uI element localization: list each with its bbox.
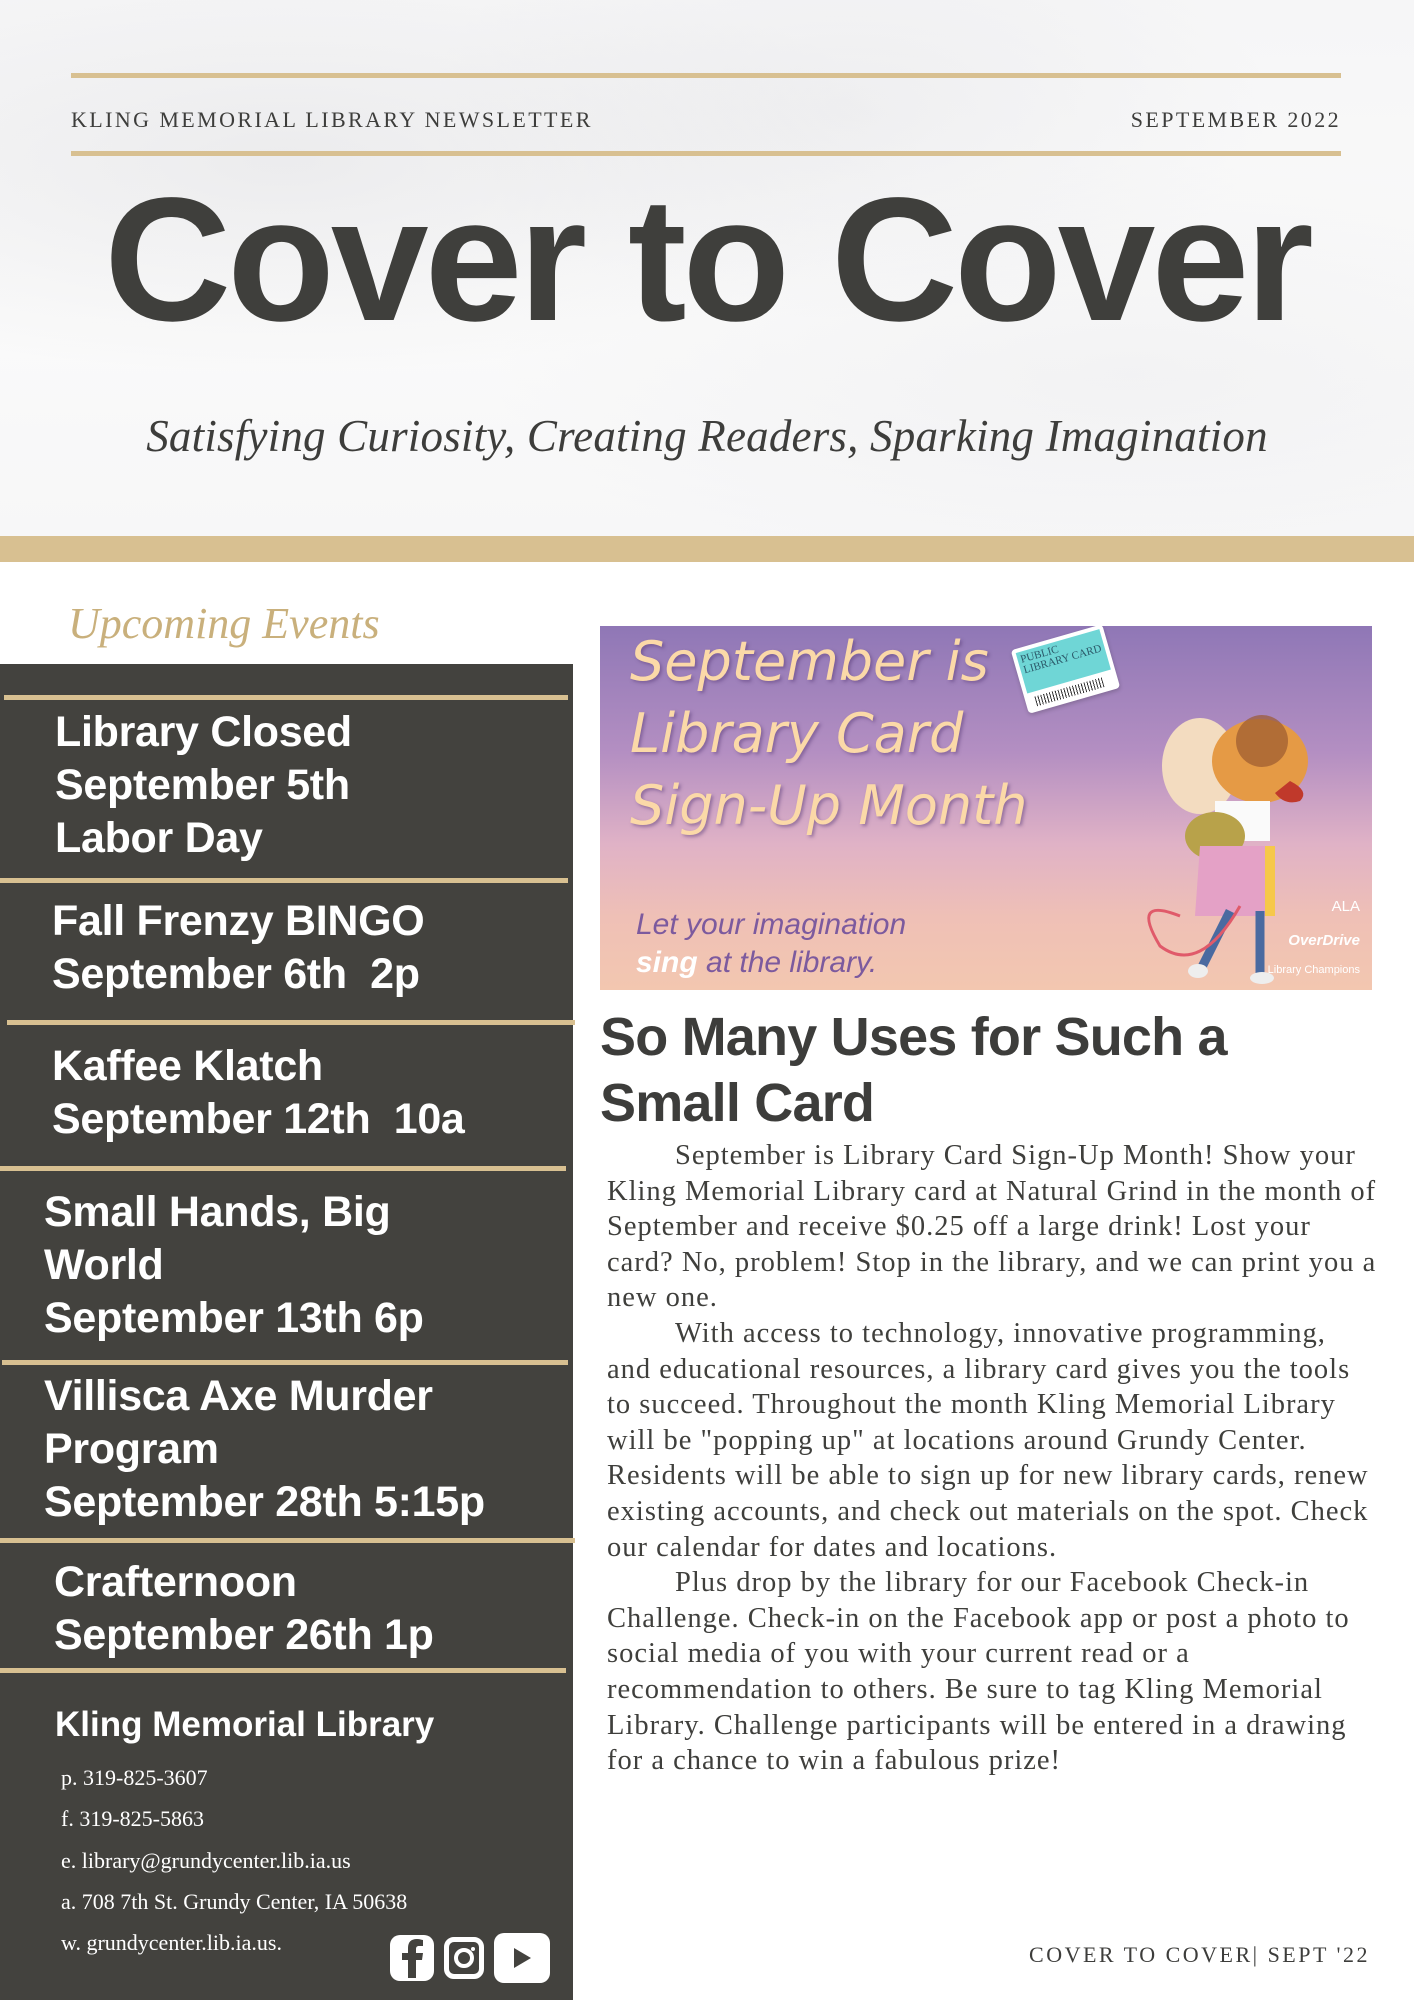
event-date: September 6th 2p <box>52 950 420 998</box>
masthead-mid-rule <box>71 151 1341 156</box>
event-item-library-closed <box>55 706 352 865</box>
banner-subtitle-rest: at the library. <box>697 946 878 979</box>
event-title-cont: Program <box>44 1425 219 1473</box>
event-date: September 28th 5:15p <box>44 1478 485 1526</box>
event-item-crafternoon <box>54 1556 434 1662</box>
issue-date: SEPTEMBER 2022 <box>1130 107 1341 132</box>
article-body <box>607 1138 1377 1779</box>
event-title-cont: World <box>44 1241 164 1289</box>
youtube-icon[interactable] <box>494 1933 550 1983</box>
banner-subtitle-line <box>636 944 906 982</box>
banner-title <box>630 626 1028 842</box>
event-date: September 5th <box>55 761 350 809</box>
event-title: Fall Frenzy BINGO <box>52 897 425 945</box>
article-paragraph: Plus drop by the library for our Facebook Check-in Challenge. Check-in on the Facebook app or post a photo to social media of you with your current read or a recommendation to others. Be sure to tag Kling Memorial Library. Challenge participants will be entered in a drawing for a chance to win a fabulous prize! <box>607 1567 1350 1777</box>
event-item-fall-frenzy-bingo <box>52 895 424 1001</box>
overdrive-logo: OverDrive <box>1288 932 1360 949</box>
event-title: Crafternoon <box>54 1558 297 1606</box>
instagram-icon[interactable] <box>444 1937 484 1979</box>
contact-email[interactable]: e. library@grundycenter.lib.ia.us <box>61 1848 351 1873</box>
tagline: Satisfying Curiosity, Creating Readers, Sparking Imagination <box>146 411 1268 461</box>
event-divider <box>0 1166 566 1171</box>
page-footer: COVER TO COVER| SEPT '22 <box>1029 1942 1370 1967</box>
newsletter-title: Cover to Cover <box>104 162 1310 358</box>
banner-title-line: September is <box>630 630 989 693</box>
facebook-icon[interactable] <box>390 1935 434 1981</box>
event-item-villisca-axe-murder <box>44 1370 485 1529</box>
event-item-small-hands-big-world <box>44 1186 424 1345</box>
library-card-text: PUBLIC LIBRARY CARD <box>1016 629 1111 693</box>
article-paragraph: September is Library Card Sign-Up Month! Show your Kling Memorial Library card at Natural Grind in the month of September and receive $0.25 off a large drink! Lost your card? No, problem! Stop in the library, and we can print you a new one. <box>607 1140 1377 1314</box>
contact-address: a. 708 7th St. Grundy Center, IA 50638 <box>61 1889 408 1914</box>
contact-fax: f. 319-825-5863 <box>61 1806 204 1831</box>
event-title: Kaffee Klatch <box>52 1042 323 1090</box>
event-divider <box>0 878 568 883</box>
banner-title-line: Library Card <box>630 702 964 765</box>
event-title: Small Hands, Big <box>44 1188 391 1236</box>
event-date: September 13th 6p <box>44 1294 424 1342</box>
masthead <box>0 0 1414 536</box>
library-champions-logo: Library Champions <box>1267 964 1360 976</box>
event-item-kaffee-klatch <box>52 1040 465 1146</box>
banner-sing-word: sing <box>636 946 698 979</box>
banner-subtitle-line: Let your imagination <box>636 908 907 941</box>
event-divider <box>7 1020 575 1025</box>
event-divider <box>4 695 568 700</box>
banner-title-line: Sign-Up Month <box>630 774 1028 837</box>
event-divider <box>2 1360 568 1365</box>
event-divider <box>0 1668 566 1673</box>
contact-website[interactable]: w. grundycenter.lib.ia.us. <box>61 1930 282 1955</box>
newsletter-name: KLING MEMORIAL LIBRARY NEWSLETTER <box>71 107 593 132</box>
contact-phone: p. 319-825-3607 <box>61 1765 208 1790</box>
event-note: Labor Day <box>55 814 263 862</box>
ala-logo: ALA <box>1331 898 1360 915</box>
event-date: September 26th 1p <box>54 1611 434 1659</box>
event-date: September 12th 10a <box>52 1095 465 1143</box>
masthead-gold-band <box>0 536 1414 562</box>
event-divider <box>0 1538 575 1543</box>
upcoming-events-heading: Upcoming Events <box>68 599 380 648</box>
event-title: Villisca Axe Murder <box>44 1372 433 1420</box>
masthead-top-rule <box>71 73 1341 78</box>
library-card-month-banner <box>600 626 1372 990</box>
event-title: Library Closed <box>55 708 352 756</box>
article-title: So Many Uses for Such a Small Card <box>600 1007 1227 1133</box>
article-paragraph: With access to technology, innovative programming, and educational resources, a library card gives you the tools to succeed. Throughout the month Kling Memorial Library will be "popping up" at locations around Grundy Center. Residents will be able to sign up for new library cards, renew existing accounts, and check out materials on the spot. Check our calendar for dates and locations. <box>607 1317 1369 1563</box>
banner-subtitle <box>636 906 906 982</box>
contact-library-name: Kling Memorial Library <box>55 1705 435 1744</box>
social-icons <box>390 1933 550 1983</box>
